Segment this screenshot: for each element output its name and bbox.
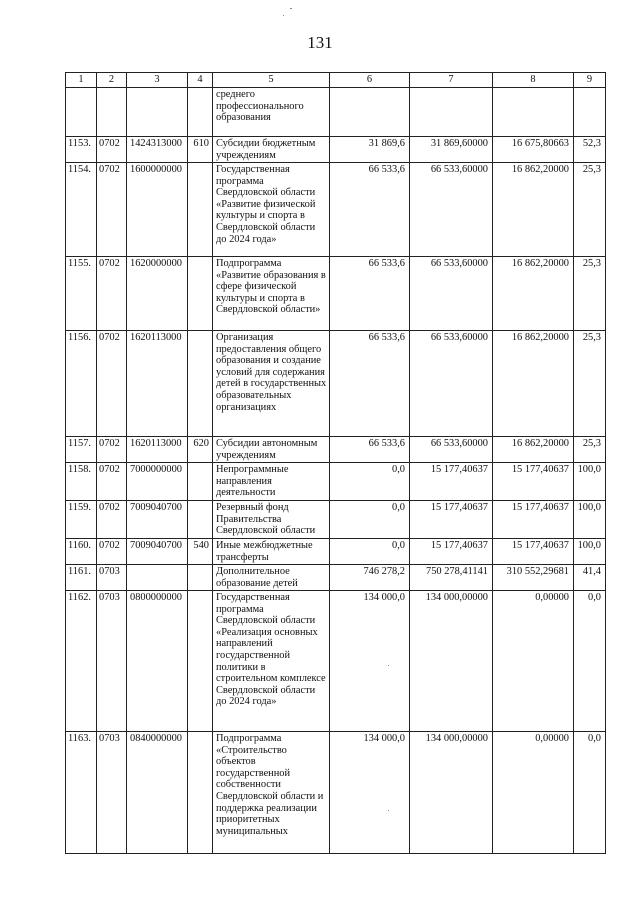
section-code-cell: 0702	[97, 257, 127, 331]
column-header: 5	[213, 73, 330, 88]
row-number-cell: 1153.	[66, 137, 97, 163]
refined-amount-cell: 66 533,60000	[410, 331, 493, 437]
description-cell: Иные межбюджетные трансферты	[213, 539, 330, 565]
executed-amount-cell: 16 862,20000	[493, 163, 574, 257]
planned-amount-cell: 66 533,6	[330, 163, 410, 257]
table-row	[66, 257, 606, 331]
execution-percent-cell: 52,3	[574, 137, 606, 163]
description-cell: Государственная программа Свердловской области «Реализация основных направлений государственной политики в строительном комплексе Свердловской области до 2024 года»	[213, 591, 330, 732]
target-article-cell: 0840000000	[127, 732, 188, 854]
planned-amount-cell: 66 533,6	[330, 257, 410, 331]
planned-amount-cell: 0,0	[330, 501, 410, 539]
execution-percent-cell: 25,3	[574, 163, 606, 257]
row-number-cell: 1155.	[66, 257, 97, 331]
planned-amount-cell: 134 000,0	[330, 732, 410, 854]
table-row	[66, 591, 606, 732]
refined-amount-cell: 66 533,60000	[410, 437, 493, 463]
planned-amount-cell: 0,0	[330, 539, 410, 565]
execution-percent-cell: 100,0	[574, 501, 606, 539]
execution-percent-cell: 100,0	[574, 539, 606, 565]
expense-type-cell: 540	[188, 539, 213, 565]
target-article-cell: 7000000000	[127, 463, 188, 501]
scan-speck	[283, 15, 284, 16]
row-number-cell: 1154.	[66, 163, 97, 257]
planned-amount-cell	[330, 88, 410, 137]
description-cell: Подпрограмма «Строительство объектов государственной собственности Свердловской области и поддержка реализации приоритетных муниципальных	[213, 732, 330, 854]
target-article-cell: 7009040700	[127, 501, 188, 539]
target-article-cell: 0800000000	[127, 591, 188, 732]
description-cell: Субсидии автономным учреждениям	[213, 437, 330, 463]
refined-amount-cell: 66 533,60000	[410, 163, 493, 257]
description-cell: Субсидии бюджетным учреждениям	[213, 137, 330, 163]
execution-percent-cell: 100,0	[574, 463, 606, 501]
execution-percent-cell: 25,3	[574, 257, 606, 331]
expense-type-cell	[188, 88, 213, 137]
refined-amount-cell: 15 177,40637	[410, 501, 493, 539]
table-header-row	[66, 73, 606, 88]
executed-amount-cell: 15 177,40637	[493, 539, 574, 565]
planned-amount-cell: 66 533,6	[330, 331, 410, 437]
section-code-cell	[97, 88, 127, 137]
refined-amount-cell: 750 278,41141	[410, 565, 493, 591]
executed-amount-cell: 0,00000	[493, 732, 574, 854]
column-header: 2	[97, 73, 127, 88]
executed-amount-cell	[493, 88, 574, 137]
execution-percent-cell: 25,3	[574, 437, 606, 463]
expense-type-cell: 610	[188, 137, 213, 163]
refined-amount-cell: 15 177,40637	[410, 463, 493, 501]
section-code-cell: 0702	[97, 501, 127, 539]
target-article-cell: 1620113000	[127, 437, 188, 463]
row-number-cell: 1159.	[66, 501, 97, 539]
page-number: 131	[307, 33, 333, 52]
expense-type-cell	[188, 163, 213, 257]
table-row	[66, 331, 606, 437]
table-row	[66, 437, 606, 463]
expense-type-cell	[188, 565, 213, 591]
planned-amount-cell: 66 533,6	[330, 437, 410, 463]
description-cell: среднего профессионального образования	[213, 88, 330, 137]
expense-type-cell	[188, 257, 213, 331]
target-article-cell: 1600000000	[127, 163, 188, 257]
budget-table	[65, 72, 606, 854]
expense-type-cell	[188, 463, 213, 501]
execution-percent-cell: 25,3	[574, 331, 606, 437]
target-article-cell: 1620000000	[127, 257, 188, 331]
refined-amount-cell: 15 177,40637	[410, 539, 493, 565]
expense-type-cell	[188, 331, 213, 437]
table-row	[66, 565, 606, 591]
column-header: 8	[493, 73, 574, 88]
row-number-cell: 1158.	[66, 463, 97, 501]
execution-percent-cell: 41,4	[574, 565, 606, 591]
section-code-cell: 0702	[97, 539, 127, 565]
description-cell: Непрограммные направления деятельности	[213, 463, 330, 501]
section-code-cell: 0703	[97, 591, 127, 732]
column-header: 4	[188, 73, 213, 88]
scan-speck	[290, 8, 292, 9]
column-header: 1	[66, 73, 97, 88]
row-number-cell: 1162.	[66, 591, 97, 732]
section-code-cell: 0703	[97, 732, 127, 854]
row-number-cell	[66, 88, 97, 137]
executed-amount-cell: 15 177,40637	[493, 501, 574, 539]
executed-amount-cell: 16 862,20000	[493, 437, 574, 463]
column-header: 7	[410, 73, 493, 88]
table-row	[66, 88, 606, 137]
row-number-cell: 1160.	[66, 539, 97, 565]
section-code-cell: 0702	[97, 331, 127, 437]
target-article-cell	[127, 88, 188, 137]
section-code-cell: 0702	[97, 463, 127, 501]
section-code-cell: 0702	[97, 437, 127, 463]
description-cell: Организация предоставления общего образования и создание условий для содержания детей в государственных образовательных организациях	[213, 331, 330, 437]
planned-amount-cell: 134 000,0	[330, 591, 410, 732]
target-article-cell: 7009040700	[127, 539, 188, 565]
row-number-cell: 1163.	[66, 732, 97, 854]
expense-type-cell: 620	[188, 437, 213, 463]
refined-amount-cell: 134 000,00000	[410, 591, 493, 732]
expense-type-cell	[188, 501, 213, 539]
column-header: 3	[127, 73, 188, 88]
planned-amount-cell: 0,0	[330, 463, 410, 501]
section-code-cell: 0703	[97, 565, 127, 591]
refined-amount-cell: 66 533,60000	[410, 257, 493, 331]
executed-amount-cell: 16 675,80663	[493, 137, 574, 163]
table-row	[66, 163, 606, 257]
description-cell: Подпрограмма «Развитие образования в сфере физической культуры и спорта в Свердловской области»	[213, 257, 330, 331]
section-code-cell: 0702	[97, 137, 127, 163]
description-cell: Дополнительное образование детей	[213, 565, 330, 591]
planned-amount-cell: 31 869,6	[330, 137, 410, 163]
section-code-cell: 0702	[97, 163, 127, 257]
executed-amount-cell: 15 177,40637	[493, 463, 574, 501]
refined-amount-cell: 31 869,60000	[410, 137, 493, 163]
row-number-cell: 1156.	[66, 331, 97, 437]
column-header: 9	[574, 73, 606, 88]
executed-amount-cell: 16 862,20000	[493, 331, 574, 437]
target-article-cell: 1620113000	[127, 331, 188, 437]
executed-amount-cell: 16 862,20000	[493, 257, 574, 331]
table-row	[66, 463, 606, 501]
target-article-cell: 1424313000	[127, 137, 188, 163]
expense-type-cell	[188, 591, 213, 732]
execution-percent-cell: 0,0	[574, 732, 606, 854]
execution-percent-cell: 0,0	[574, 591, 606, 732]
description-cell: Государственная программа Свердловской области «Развитие физической культуры и спорта в Свердловской области до 2024 года»	[213, 163, 330, 257]
table-row	[66, 539, 606, 565]
table-row	[66, 501, 606, 539]
refined-amount-cell: 134 000,00000	[410, 732, 493, 854]
description-cell: Резервный фонд Правительства Свердловской области	[213, 501, 330, 539]
planned-amount-cell: 746 278,2	[330, 565, 410, 591]
table-row	[66, 732, 606, 854]
column-header: 6	[330, 73, 410, 88]
row-number-cell: 1157.	[66, 437, 97, 463]
executed-amount-cell: 0,00000	[493, 591, 574, 732]
table-row	[66, 137, 606, 163]
target-article-cell	[127, 565, 188, 591]
row-number-cell: 1161.	[66, 565, 97, 591]
refined-amount-cell	[410, 88, 493, 137]
execution-percent-cell	[574, 88, 606, 137]
expense-type-cell	[188, 732, 213, 854]
executed-amount-cell: 310 552,29681	[493, 565, 574, 591]
